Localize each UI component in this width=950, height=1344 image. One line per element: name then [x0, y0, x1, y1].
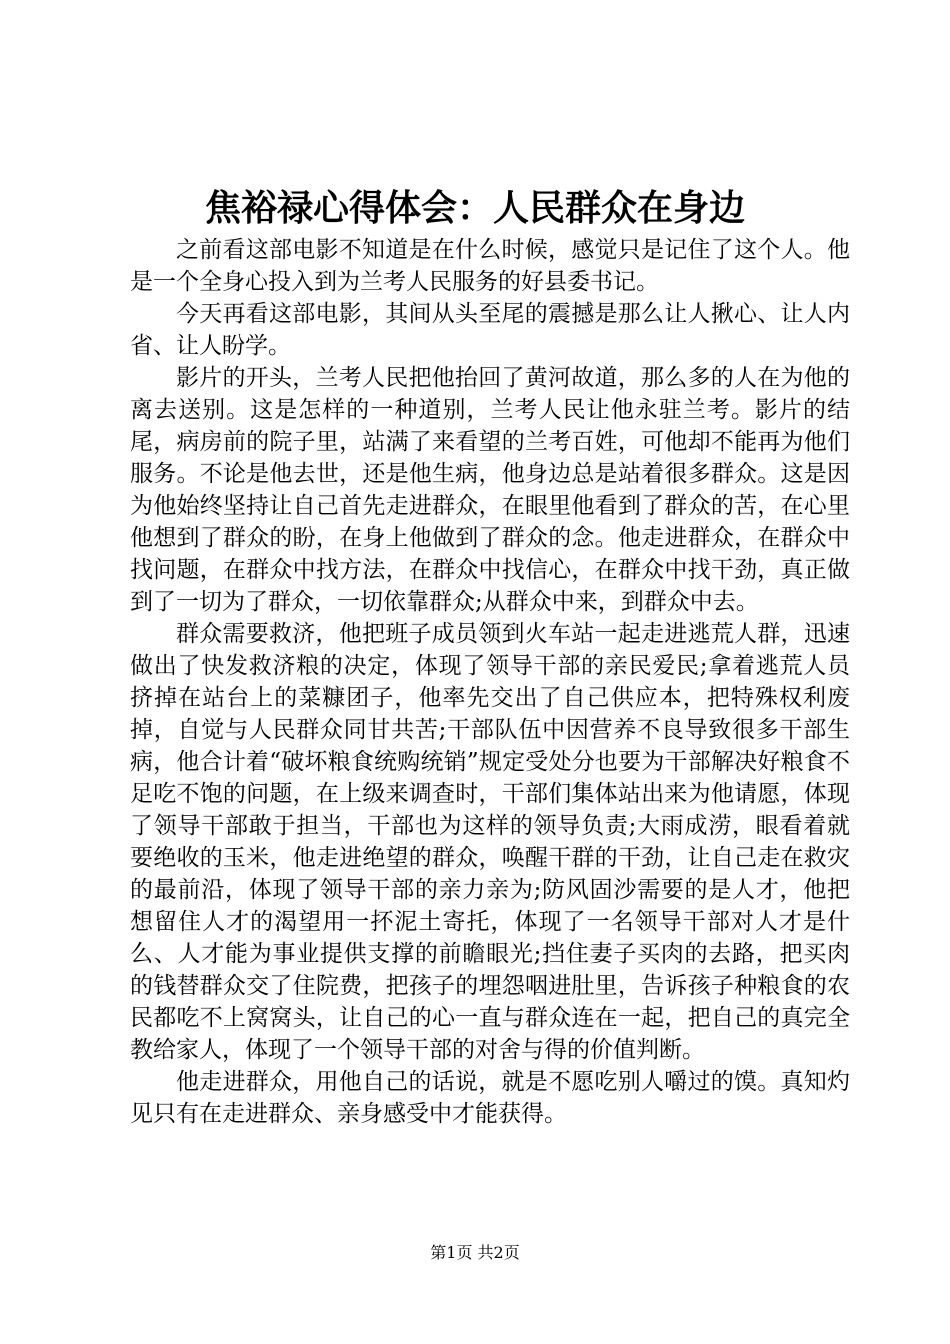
paragraph: 影片的开头，兰考人民把他抬回了黄河故道，那么多的人在为他的离去送别。这是怎样的一种道别，兰考人民让他永驻兰考。影片的结尾，病房前的院子里，站满了来看望的兰考百姓，可他却不能再为他们服务。不论是他去世，还是他生病，他身边总是站着很多群众。这是因为他始终坚持让自己首先走进群众，在眼里他看到了群众的苦，在心里他想到了群众的盼，在身上他做到了群众的念。他走进群众，在群众中找问题，在群众中找方法，在群众中找信心，在群众中找干劲，真正做到了一切为了群众，一切依靠群众;从群众中来，到群众中去。 — [130, 365, 850, 615]
document-body — [130, 234, 850, 1130]
paragraph: 之前看这部电影不知道是在什么时候，感觉只是记住了这个人。他是一个全身心投入到为兰考人民服务的好县委书记。 — [130, 237, 850, 295]
paragraph: 他走进群众，用他自己的话说，就是不愿吃别人嚼过的馍。真知灼见只有在走进群众、亲身感受中才能获得。 — [130, 1069, 850, 1127]
paragraph: 群众需要救济，他把班子成员领到火车站一起走进逃荒人群，迅速做出了快发救济粮的决定，体现了领导干部的亲民爱民;拿着逃荒人员挤掉在站台上的菜糠团子，他率先交出了自己供应本，把特殊权利废掉，自觉与人民群众同甘共苦;干部队伍中因营养不良导致很多干部生病，他合计着“破坏粮食统购统销”规定受处分也要为干部解决好粮食不足吃不饱的问题，在上级来调查时，干部们集体站出来为他请愿，体现了领导干部敢于担当，干部也为这样的领导负责;大雨成涝，眼看着就要绝收的玉米，他走进绝望的群众，唤醒干群的干劲，让自己走在救灾的最前沿，体现了领导干部的亲力亲为;防风固沙需要的是人才，他把想留住人才的渴望用一抔泥土寄托，体现了一名领导干部对人才是什么、人才能为事业提供支撑的前瞻眼光;挡住妻子买肉的去路，把买肉的钱替群众交了住院费，把孩子的埋怨咽进肚里，告诉孩子种粮食的农民都吃不上窝窝头，让自己的心一直与群众连在一起，把自己的真完全教给家人，体现了一个领导干部的对舍与得的价值判断。 — [130, 621, 850, 1063]
document-title: 焦裕禄心得体会：人民群众在身边 — [204, 187, 745, 229]
page-number-footer: 第1页 共2页 — [430, 1243, 520, 1262]
paragraph: 今天再看这部电影，其间从头至尾的震撼是那么让人揪心、让人内省、让人盼学。 — [130, 301, 850, 359]
